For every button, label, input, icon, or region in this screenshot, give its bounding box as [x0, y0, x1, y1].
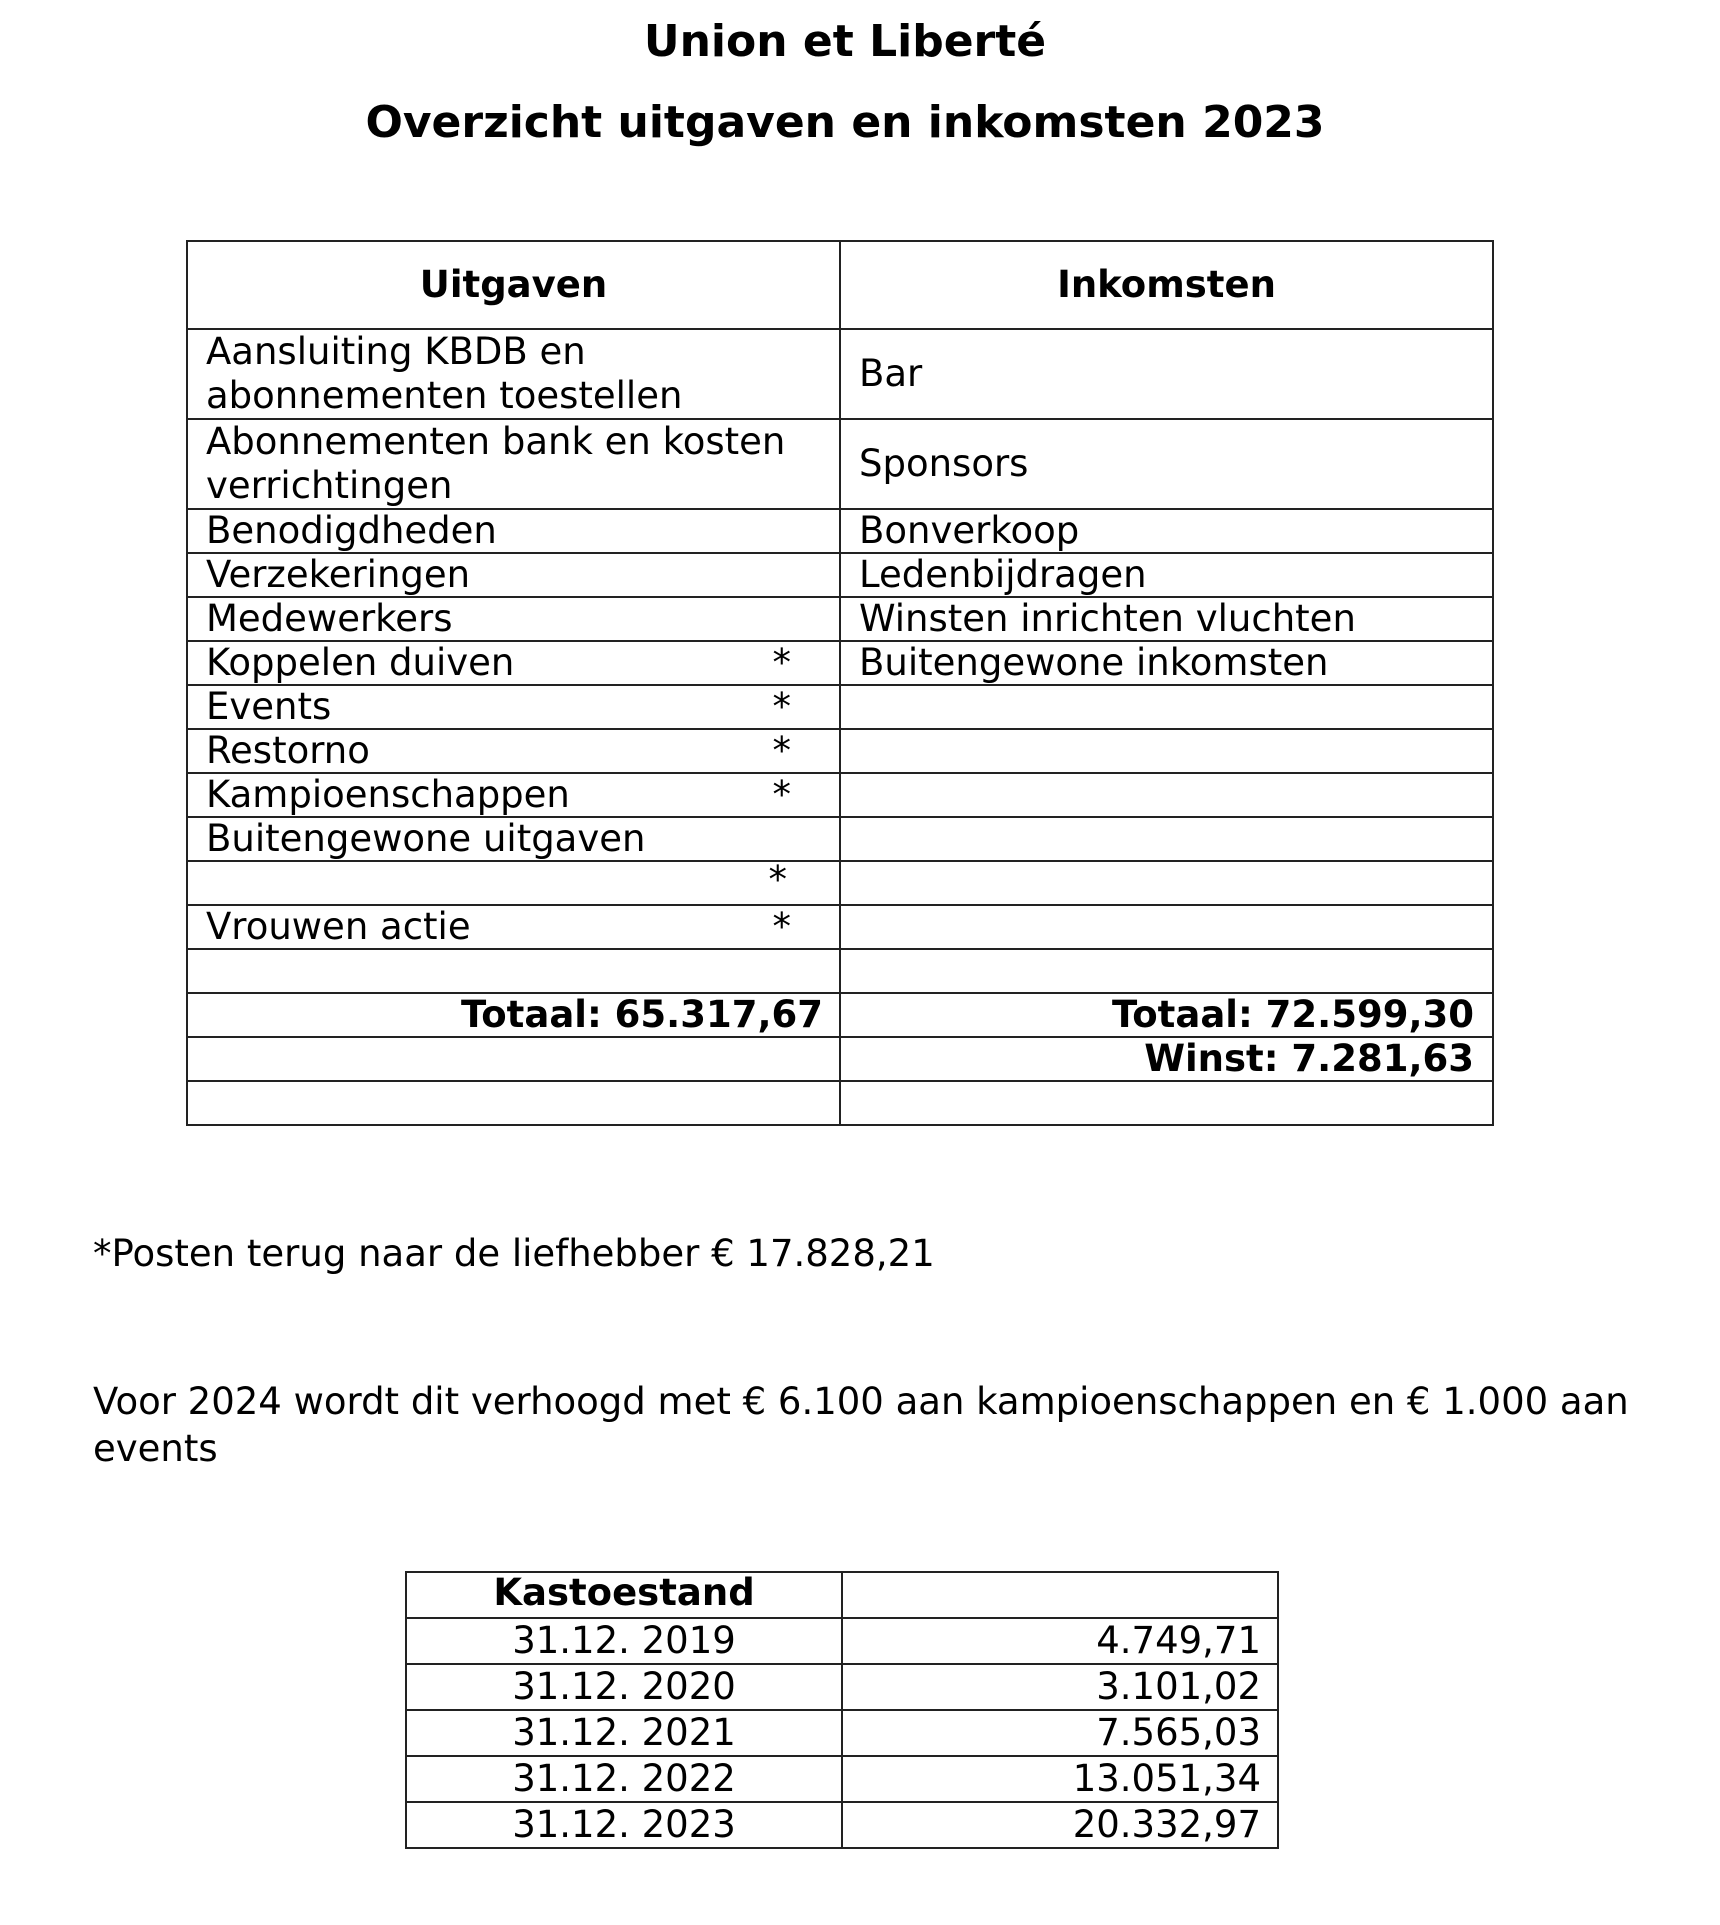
- totals-row: [187, 993, 1493, 1037]
- table-row: [187, 329, 1493, 419]
- expense-label: Verzekeringen: [206, 553, 471, 596]
- footnote-posten: *Posten terug naar de liefhebber € 17.828,21: [93, 1232, 935, 1275]
- expense-cell: [187, 509, 840, 553]
- expense-cell: [187, 817, 840, 861]
- empty-cell: [842, 1572, 1278, 1618]
- table-row: [187, 905, 1493, 949]
- expense-cell: [187, 949, 840, 993]
- expense-label: Buitengewone uitgaven: [206, 817, 646, 860]
- income-cell: [840, 773, 1493, 817]
- kastoestand-date: 31.12. 2020: [406, 1664, 842, 1710]
- kastoestand-value: 3.101,02: [842, 1664, 1278, 1710]
- profit: Winst: 7.281,63: [840, 1037, 1493, 1081]
- table-row: [406, 1710, 1278, 1756]
- kastoestand-date: 31.12. 2019: [406, 1618, 842, 1664]
- profit-row: [187, 1037, 1493, 1081]
- expense-label: Restorno: [206, 729, 370, 772]
- total-expenses: Totaal: 65.317,67: [187, 993, 840, 1037]
- kastoestand-value: 4.749,71: [842, 1618, 1278, 1664]
- table-row: [187, 597, 1493, 641]
- note-2024: Voor 2024 wordt dit verhoogd met € 6.100 aan kampioenschappen en € 1.000 aan events: [93, 1380, 1629, 1470]
- table-row: [187, 861, 1493, 905]
- expense-cell: [187, 553, 840, 597]
- asterisk-marker: *: [772, 773, 791, 816]
- table-row: [187, 817, 1493, 861]
- expenses-income-table: [186, 240, 1494, 1126]
- table-row: [187, 553, 1493, 597]
- income-cell: Ledenbijdragen: [840, 553, 1493, 597]
- kastoestand-value: 7.565,03: [842, 1710, 1278, 1756]
- income-cell: [840, 861, 1493, 905]
- expense-label: Kampioenschappen: [206, 773, 570, 816]
- asterisk-marker: *: [772, 641, 791, 684]
- income-cell: Buitengewone inkomsten: [840, 641, 1493, 685]
- document-subtitle: Overzicht uitgaven en inkomsten 2023: [365, 97, 1325, 148]
- table-header-row: [187, 241, 1493, 329]
- expense-cell: [187, 597, 840, 641]
- table-row: [187, 509, 1493, 553]
- table-row: [187, 773, 1493, 817]
- income-cell: [840, 685, 1493, 729]
- expense-cell: [187, 685, 840, 729]
- total-income: Totaal: 72.599,30: [840, 993, 1493, 1037]
- asterisk-marker: *: [772, 905, 791, 948]
- expense-label: Benodigdheden: [206, 509, 497, 552]
- kastoestand-value: 20.332,97: [842, 1802, 1278, 1848]
- table-row: [187, 419, 1493, 509]
- expense-label: Medewerkers: [206, 597, 453, 640]
- table-row: [406, 1664, 1278, 1710]
- expense-label: Events: [206, 685, 332, 728]
- expense-cell: Abonnementen bank en kosten verrichtingen: [187, 419, 840, 509]
- header-inkomsten: Inkomsten: [840, 241, 1493, 329]
- expense-cell: [187, 773, 840, 817]
- expense-cell: [187, 729, 840, 773]
- expense-label: Vrouwen actie: [206, 905, 471, 948]
- table-row: [187, 641, 1493, 685]
- income-cell: [840, 905, 1493, 949]
- expense-cell: [187, 861, 840, 905]
- table-row: [406, 1618, 1278, 1664]
- kastoestand-date: 31.12. 2021: [406, 1710, 842, 1756]
- income-cell: [840, 729, 1493, 773]
- document-title: Union et Liberté: [643, 16, 1047, 67]
- kastoestand-header: Kastoestand: [406, 1572, 842, 1618]
- table-row: [406, 1802, 1278, 1848]
- income-cell: Bonverkoop: [840, 509, 1493, 553]
- table-row: [187, 1081, 1493, 1125]
- table-row: [187, 949, 1493, 993]
- income-cell: [840, 949, 1493, 993]
- kastoestand-date: 31.12. 2022: [406, 1756, 842, 1802]
- expense-cell: [187, 905, 840, 949]
- income-cell: [840, 817, 1493, 861]
- income-cell: Winsten inrichten vluchten: [840, 597, 1493, 641]
- asterisk-marker: *: [772, 729, 791, 772]
- expense-label: Koppelen duiven: [206, 641, 515, 684]
- income-cell: Sponsors: [840, 419, 1493, 509]
- asterisk-marker: *: [772, 685, 791, 728]
- kastoestand-value: 13.051,34: [842, 1756, 1278, 1802]
- empty-cell: [187, 1037, 840, 1081]
- empty-cell: [187, 1081, 840, 1125]
- empty-cell: [840, 1081, 1493, 1125]
- asterisk-marker: *: [768, 861, 787, 901]
- table-row: [187, 729, 1493, 773]
- income-cell: Bar: [840, 329, 1493, 419]
- kastoestand-date: 31.12. 2023: [406, 1802, 842, 1848]
- table-row: [187, 685, 1493, 729]
- expense-cell: [187, 641, 840, 685]
- table-row: [406, 1756, 1278, 1802]
- kastoestand-header-row: [406, 1572, 1278, 1618]
- header-uitgaven: Uitgaven: [187, 241, 840, 329]
- kastoestand-table: [405, 1571, 1279, 1849]
- expense-cell: Aansluiting KBDB en abonnementen toestellen: [187, 329, 840, 419]
